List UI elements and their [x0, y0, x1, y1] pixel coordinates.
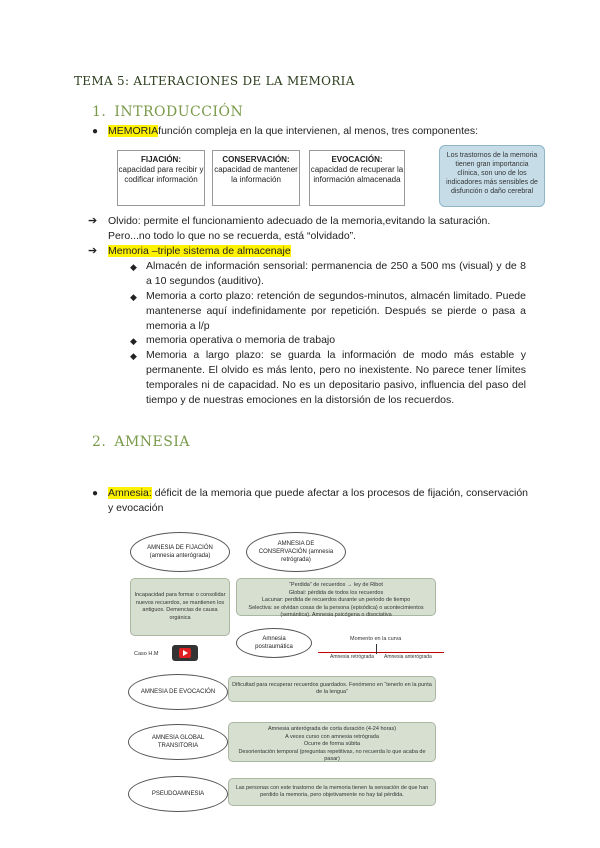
box-amnesia-global: Amnesia anterógrada de corta duración (4-24 horas) A veces curso con amnesia retrógrada Ocurre de forma súbita Desorientación temporal (preguntas repetitivas, no recuerda lo que acaba de pasar) [228, 722, 436, 762]
diamond-bullet-icon: ◆ [130, 351, 137, 361]
timeline-caption: Momento en la curva [350, 636, 402, 642]
timeline-line [318, 652, 444, 653]
oval-amnesia-fijacion: AMNESIA DE FIJACIÓN (amnesia anterógrada) [130, 532, 230, 572]
arrow-icon: ➔ [88, 215, 98, 227]
oval-amnesia-conservacion: AMNESIA DE CONSERVACIÓN (amnesia retrógrada) [246, 532, 346, 572]
timeline-marker [376, 644, 377, 654]
bullet-icon: ● [92, 488, 99, 499]
arrow-icon: ➔ [88, 245, 98, 257]
diamond-bullet-icon: ◆ [130, 336, 137, 346]
oval-amnesia-evocacion: AMNESIA DE EVOCACIÓN [128, 674, 228, 710]
box-amnesia-conservacion: “Perdida” de recuerdos → ley de Ribot Global: pérdida de todos los recuerdos Lacunar: perdida de recuerdos durante un periodo de tiempo Selectiva: se olvidan cosas de la persona (episódica) o acontecimientos (semántica). Amnesia psicógena o disociativa [236, 578, 436, 616]
bullet-icon: ● [92, 126, 99, 137]
oval-pseudoamnesia: PSEUDOAMNESIA [128, 776, 228, 812]
diamond-bullet-icon: ◆ [130, 262, 137, 272]
clinical-note: Los trastornos de la memoria tienen gran importancia clínica, son uno de los indicadores más sensibles de disfunción o daño cerebral [439, 145, 545, 207]
section-heading-introduccion: 1. INTRODUCCIÓN [92, 104, 244, 120]
box-amnesia-fijacion: Incapacidad para formar o consolidar nuevos recuerdos, se mantienen los antiguos. Demencias de causa orgánica [130, 578, 230, 636]
timeline-left-label: Amnesia retrógrada [330, 654, 374, 660]
timeline-right-label: Amnesia anterógrada [384, 654, 432, 660]
diamond-bullet-icon: ◆ [130, 292, 137, 302]
box-amnesia-evocacion: Dificultad para recuperar recuerdos guardados. Fenómeno en “tenerlo en la punta de la lengua” [228, 676, 436, 702]
olvido-text: Olvido: permite el funcionamiento adecuado de la memoria,evitando la saturación. Pero...no todo lo que no se recuerda, está “olvidado”. [108, 215, 491, 242]
document-title: TEMA 5: ALTERACIONES DE LA MEMORIA [74, 74, 355, 88]
amnesia-definition: Amnesia: déficit de la memoria que puede afectar a los procesos de fijación, conservación y evocación [108, 487, 528, 514]
memory-item-corto-plazo: Memoria a corto plazo: retención de segundos-minutos, almacén limitado. Puede mantenerse aquí indefinidamente por repetición. Después se pierde o pasa a memoria a l/p [146, 290, 526, 332]
memory-item-operativa: memoria operativa o memoria de trabajo [146, 334, 336, 346]
oval-amnesia-postraumatica: Amnesia postraumática [236, 628, 312, 658]
component-card-conservacion: CONSERVACIÓN: capacidad de mantener la información [212, 150, 300, 206]
memory-item-largo-plazo: Memoria a largo plazo: se guarda la información de modo más estable y permanente. El olvido es más lento, pero no inexistente. No parece tener límites temporales ni de capacidad. No es un depositario pasivo, influencia del paso del tiempo y de nuestras emociones en la distorsión de los recuerdos. [146, 349, 526, 406]
component-card-evocacion: EVOCACIÓN: capacidad de recuperar la información almacenada [309, 150, 405, 206]
memoria-definition: MEMORIAfunción compleja en la que intervienen, al menos, tres componentes: [108, 125, 479, 137]
caso-hm-label: Caso H.M [134, 651, 159, 657]
memory-item-sensorial: Almacén de información sensorial: permanencia de 250 a 500 ms (visual) y de 8 a 10 segundos (auditivo). [146, 260, 526, 287]
section-heading-amnesia: 2. AMNESIA [92, 434, 191, 450]
component-card-fijacion: FIJACIÓN: capacidad para recibir y codificar información [117, 150, 205, 206]
oval-amnesia-global: AMNESIA GLOBAL TRANSITORIA [128, 724, 228, 760]
box-pseudoamnesia: Las personas con este trastorno de la memoria tienen la sensación de que han perdido la memoria, pero objetivamente no hay tal pérdida. [228, 778, 436, 806]
video-play-icon[interactable] [172, 645, 198, 661]
triple-system-label: Memoria –triple sistema de almacenaje [108, 245, 291, 257]
